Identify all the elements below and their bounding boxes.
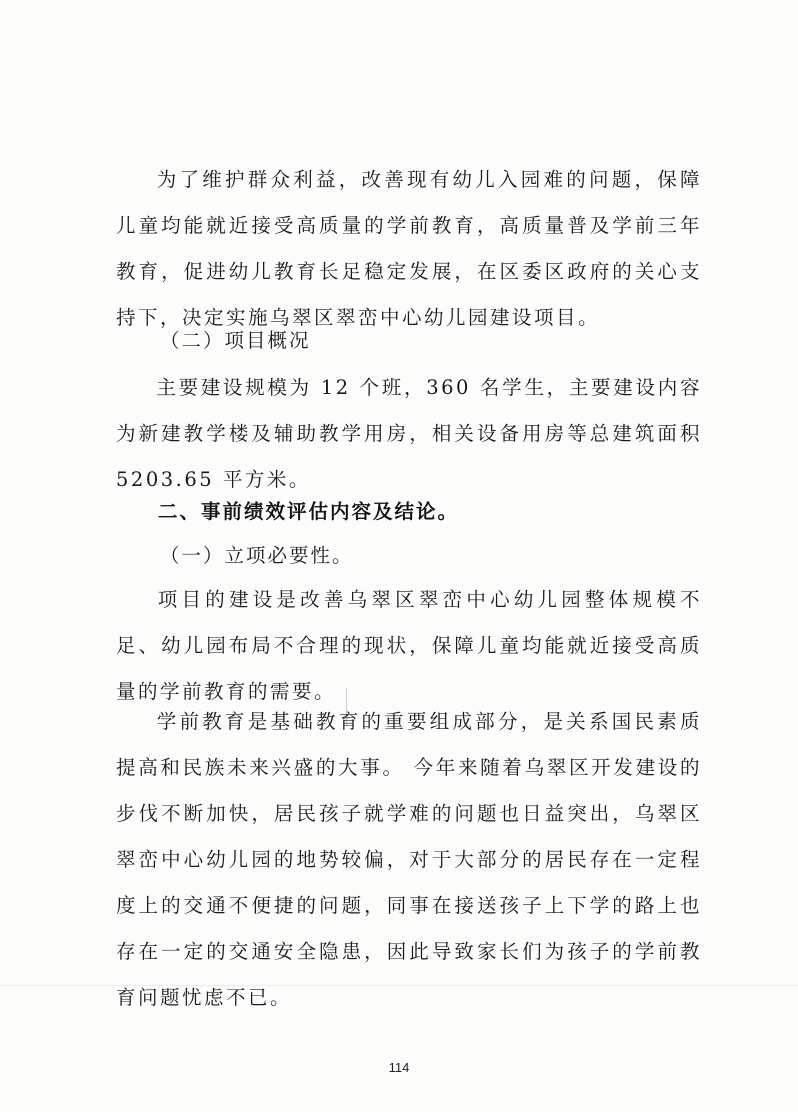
scan-edge [0,985,798,986]
page-number: 114 [388,1060,410,1075]
paragraph-purpose [116,157,702,341]
heading-necessity: （一）立项必要性。 [160,544,354,567]
paragraph-necessity-text: 项目的建设是改善乌翠区翠峦中心幼儿园整体规模不足、幼儿园布局不合理的现状，保障儿童均能就近接受高质量的学前教育的需要。 [116,588,702,703]
heading-project-overview: （二）项目概况 [160,329,311,352]
paragraph-preschool-importance-text: 学前教育是基础教育的重要组成部分，是关系国民素质提高和民族未来兴盛的大事。 今年来随着乌翠区开发建设的步伐不断加快，居民孩子就学难的问题也日益突出，乌翠区翠峦中心幼儿园的地势较偏，对于大部分的居民存在一定程度上的交通不便捷的问题，同事在接送孩子上下学的路上也存在一定的交通安全隐患，因此导致家长们为孩子的学前教育问题忧虑不已。 [116,710,702,1009]
paragraph-necessity [116,577,702,715]
paragraph-purpose-text: 为了维护群众利益，改善现有幼儿入园难的问题，保障儿童均能就近接受高质量的学前教育，高质量普及学前三年教育，促进幼儿教育长足稳定发展，在区委区政府的关心支持下，决定实施乌翠区翠峦中心幼儿园建设项目。 [116,168,702,329]
paragraph-project-scale [116,365,702,503]
heading-section-two: 二、事前绩效评估内容及结论。 [158,500,460,523]
paragraph-project-scale-text: 主要建设规模为 12 个班，360 名学生，主要建设内容为新建教学楼及辅助教学用房，相关设备用房等总建筑面积 5203.65 平方米。 [116,376,702,491]
paragraph-preschool-importance [116,699,702,1021]
